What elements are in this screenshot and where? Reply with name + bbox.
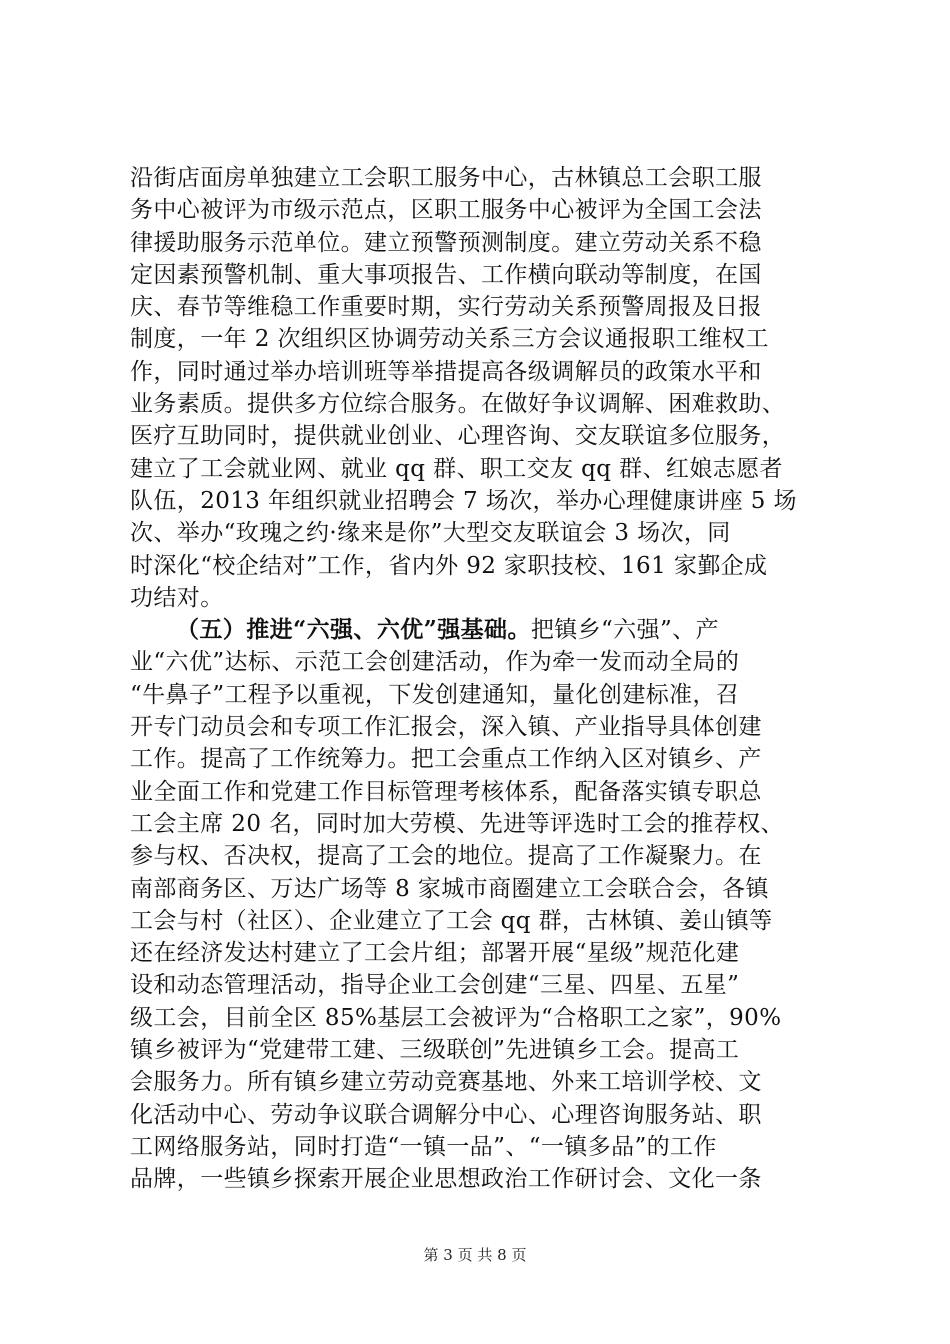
- text-line: 务中心被评为市级示范点，区职工服务中心被评为全国工会法: [130, 197, 762, 224]
- text-line: 化活动中心、劳动争议联合调解分中心、心理咨询服务站、职: [130, 1101, 762, 1128]
- text-line: 业全面工作和党建工作目标管理考核体系，配备落实镇专职总: [130, 778, 762, 805]
- text-line: 还在经济发达村建立了工会片组；部署开展“星级”规范化建: [130, 940, 740, 967]
- text-line: 参与权、否决权，提高了工会的地位。提高了工作凝聚力。在: [130, 843, 762, 870]
- page-footer: 第 3 页 共 8 页: [423, 1246, 527, 1264]
- text-line: 工网络服务站，同时打造“一镇一品”、“一镇多品”的工作: [130, 1133, 717, 1160]
- text-line: 医疗互助同时，提供就业创业、心理咨询、交友联谊多位服务，: [130, 423, 786, 450]
- text-line: 业务素质。提供多方位综合服务。在做好争议调解、困难救助、: [130, 391, 786, 418]
- body-text: [130, 162, 830, 1196]
- line-text: 把镇乡“六强”、产: [530, 617, 719, 644]
- text-line: 工会与村（社区）、企业建立了工会 qq 群，古林镇、姜山镇等: [130, 907, 773, 934]
- text-line: 开专门动员会和专项工作汇报会，深入镇、产业指导具体创建: [130, 714, 762, 741]
- text-line: 建立了工会就业网、就业 qq 群、职工交友 qq 群、红娘志愿者: [130, 455, 783, 482]
- section-heading: （五）推进“六强、六优”强基础。: [176, 616, 531, 644]
- text-line: 会服务力。所有镇乡建立劳动竞赛基地、外来工培训学校、文: [130, 1069, 762, 1096]
- text-line: 庆、春节等维稳工作重要时期，实行劳动关系预警周报及日报: [130, 294, 762, 321]
- text-line: 工作。提高了工作统筹力。把工会重点工作纳入区对镇乡、产: [130, 746, 762, 773]
- text-line: “牛鼻子”工程予以重视，下发创建通知，量化创建标准，召: [130, 681, 740, 708]
- text-line: 镇乡被评为“党建带工建、三级联创”先进镇乡工会。提高工: [130, 1037, 740, 1064]
- text-line: 队伍，2013 年组织就业招聘会 7 场次，举办心理健康讲座 5 场: [130, 487, 797, 514]
- text-line: 定因素预警机制、重大事项报告、工作横向联动等制度，在国: [130, 261, 762, 288]
- text-line: 沿街店面房单独建立工会职工服务中心，古林镇总工会职工服: [130, 165, 762, 191]
- text-line: 功结对。: [130, 584, 224, 611]
- text-line: 品牌，一些镇乡探索开展企业思想政治工作研讨会、文化一条: [130, 1166, 762, 1193]
- text-line: 律援助服务示范单位。建立预警预测制度。建立劳动关系不稳: [130, 229, 762, 256]
- text-line: 次、举办“玫瑰之约·缘来是你”大型交友联谊会 3 场次，同: [130, 520, 731, 547]
- text-line: 设和动态管理活动，指导企业工会创建“三星、四星、五星”: [130, 972, 740, 999]
- text-line: 级工会，目前全区 85%基层工会被评为“合格职工之家”，90%: [130, 1004, 782, 1031]
- text-line: [130, 614, 830, 646]
- text-line: 工会主席 20 名，同时加大劳模、先进等评选时工会的推荐权、: [130, 810, 784, 837]
- text-line: 业“六优”达标、示范工会创建活动，作为牵一发而动全局的: [130, 649, 740, 676]
- text-line: 制度，一年 2 次组织区协调劳动关系三方会议通报职工维权工: [130, 326, 769, 353]
- text-line: 时深化“校企结对”工作，省内外 92 家职技校、161 家鄞企成: [130, 552, 768, 579]
- text-line: 作，同时通过举办培训班等举措提高各级调解员的政策水平和: [130, 358, 762, 385]
- text-line: 南部商务区、万达广场等 8 家城市商圈建立工会联合会，各镇: [130, 875, 769, 902]
